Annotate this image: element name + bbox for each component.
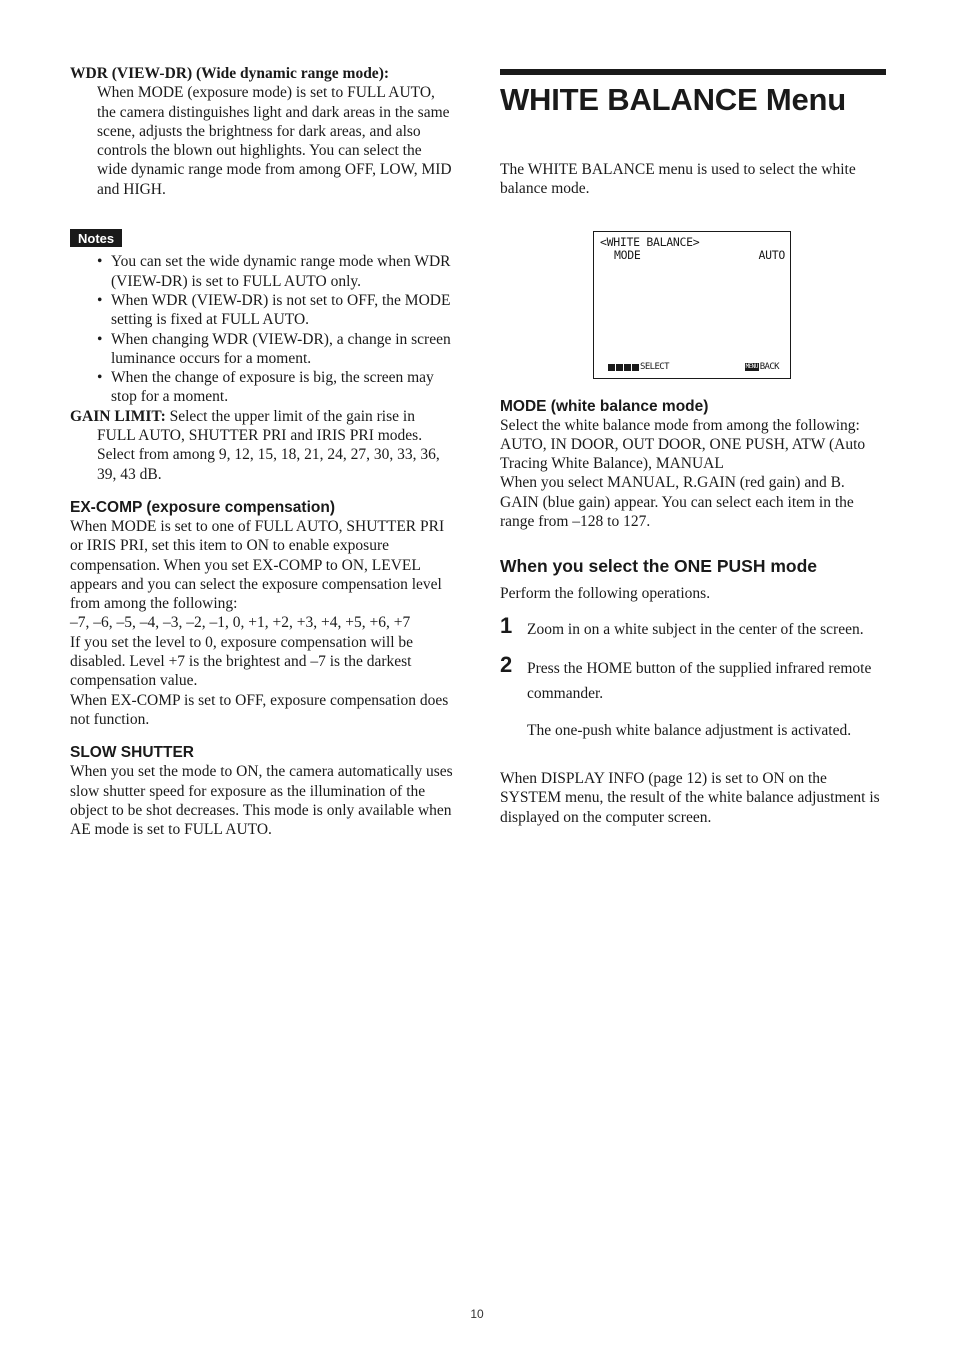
gain-limit-description: Select the upper limit of the gain rise in FULL AUTO, SHUTTER PRI and IRIS PRI modes. Select from among 9, 12, 15, 18, 21, 24, 27, 30, 33, 36, 39, 43 dB.	[97, 407, 440, 483]
wdr-term: WDR (VIEW-DR) (Wide dynamic range mode):	[70, 65, 390, 82]
arrow-key-icon	[608, 364, 615, 371]
excomp-levels: –7, –6, –5, –4, –3, –2, –1, 0, +1, +2, +3, +4, +5, +6, +7	[70, 614, 411, 632]
step-item	[500, 613, 886, 642]
step-number: 2	[500, 651, 513, 677]
page-number: 10	[470, 1307, 484, 1321]
screen-select-hint	[608, 361, 669, 374]
section-title: WHITE BALANCE Menu	[500, 69, 886, 121]
step-2-result: The one-push white balance adjustment is activated.	[527, 721, 852, 739]
screen-mode-value: AUTO	[758, 247, 785, 262]
mode-paragraph-1: Select the white balance mode from among the following: AUTO, IN DOOR, OUT DOOR, ONE PUSH, ATW (Auto Tracing White Balance), MANUAL	[500, 416, 866, 473]
wdr-description: When MODE (exposure mode) is set to FULL AUTO, the camera distinguishes light and dark areas in the same scene, adjusts the brightness for dark areas, and also controls the blown out highlights. You can select the wide dynamic range mode from among OFF, LOW, MID and HIGH.	[97, 84, 452, 198]
gain-limit-paragraph	[70, 407, 455, 484]
note-item: • When WDR (VIEW-DR) is not set to OFF, the MODE setting is fixed at FULL AUTO.	[97, 291, 455, 330]
mode-paragraph-2: When you select MANUAL, R.GAIN (red gain) and B. GAIN (blue gain) appear. You can select each item in the range from –128 to 127.	[500, 474, 854, 531]
step-text: Press the HOME button of the supplied infrared remote commander.	[527, 659, 872, 702]
excomp-heading: EX-COMP (exposure compensation)	[70, 498, 335, 516]
right-column	[500, 69, 886, 827]
arrow-key-icon	[632, 364, 639, 371]
step-number: 1	[500, 612, 513, 638]
note-item: • When the change of exposure is big, the screen may stop for a moment.	[97, 368, 455, 407]
excomp-paragraph-2: If you set the level to 0, exposure compensation will be disabled. Level +7 is the brightest and –7 is the darkest compensation value.	[70, 633, 414, 690]
left-column	[70, 64, 455, 839]
note-item: • When changing WDR (VIEW-DR), a change in screen luminance occurs for a moment.	[97, 330, 455, 369]
notes-list	[70, 252, 455, 406]
screen-mode-label: MODE	[614, 247, 641, 262]
intro-paragraph: The WHITE BALANCE menu is used to select the white balance mode.	[500, 161, 856, 198]
notes-badge: Notes	[70, 229, 122, 247]
step-text: Zoom in on a white subject in the center of the screen.	[527, 620, 864, 638]
arrow-key-icon	[624, 364, 631, 371]
gain-limit-term: GAIN LIMIT:	[70, 407, 166, 425]
menu-key-icon: MENU	[745, 363, 758, 371]
screen-menu-title: <WHITE BALANCE>	[600, 234, 700, 249]
slow-shutter-heading: SLOW SHUTTER	[70, 744, 194, 762]
excomp-paragraph-1: When MODE is set to one of FULL AUTO, SHUTTER PRI or IRIS PRI, set this item to ON to enable exposure compensation. When you set EX-COMP to ON, LEVEL appears and you can select the exposure compensation level from among the following:	[70, 517, 445, 613]
screen-back-label: BACK	[759, 361, 779, 372]
excomp-paragraph-3: When EX-COMP is set to OFF, exposure compensation does not function.	[70, 691, 449, 728]
step-item	[500, 652, 886, 706]
note-item: • You can set the wide dynamic range mode when WDR (VIEW-DR) is set to FULL AUTO only.	[97, 252, 455, 291]
arrow-key-icon	[616, 364, 623, 371]
one-push-heading: When you select the ONE PUSH mode	[500, 556, 817, 577]
mode-heading: MODE (white balance mode)	[500, 397, 709, 415]
screen-back-hint	[745, 361, 779, 374]
display-info-paragraph: When DISPLAY INFO (page 12) is set to ON on the SYSTEM menu, the result of the white balance adjustment is displayed on the computer screen.	[500, 769, 880, 826]
menu-screen-illustration	[593, 231, 791, 379]
slow-shutter-description: When you set the mode to ON, the camera automatically uses slow shutter speed for exposure as the illumination of the object to be shot decreases. This mode is only available when AE mode is set to FULL AUTO.	[70, 763, 453, 839]
screen-select-label: SELECT	[640, 361, 669, 372]
one-push-intro: Perform the following operations.	[500, 585, 711, 603]
